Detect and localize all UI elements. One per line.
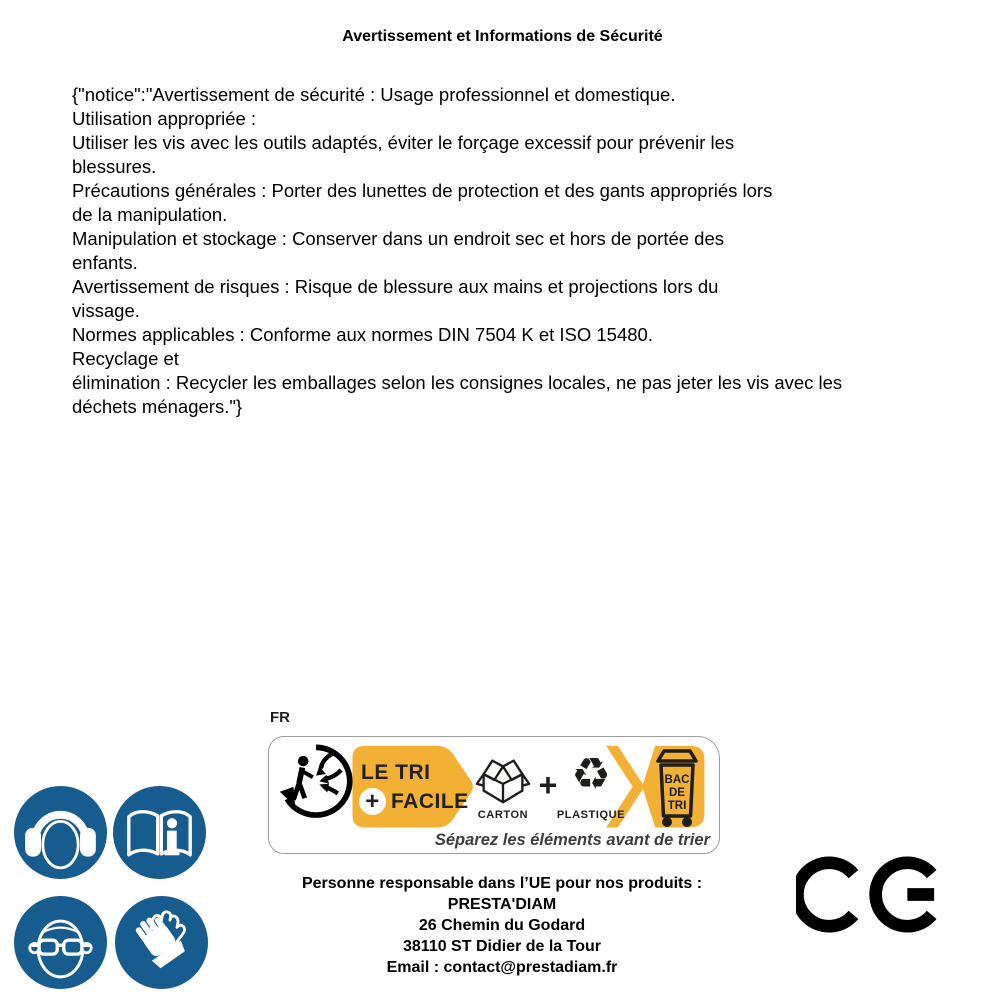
carton-box-icon (472, 753, 534, 807)
address-line: Personne responsable dans l’UE pour nos produits : (301, 875, 703, 892)
sorting-bin-icon (652, 746, 702, 830)
notice-line: Recyclage et (72, 348, 179, 369)
triman-icon (280, 747, 350, 815)
headline-line1: LE TRI (361, 761, 431, 784)
ce-mark-icon (796, 845, 944, 944)
notice-line: Utiliser les vis avec les outils adaptés, éviter le forçage excessif pour prévenir les (72, 132, 735, 153)
notice-line: élimination : Recycler les emballages selon les consignes locales, ne pas jeter les vis avec les (72, 372, 843, 393)
material-label-plastique: PLASTIQUE (556, 809, 626, 821)
address-line: Email : contact@prestadiam.fr (386, 959, 618, 976)
notice-line: vissage. (72, 300, 140, 321)
info-tri-recycling-label (268, 736, 720, 854)
bin-text-line: DE (669, 787, 685, 799)
notice-line: Précautions générales : Porter des lunettes de protection et des gants appropriés lors (72, 180, 773, 201)
notice-line: Avertissement de risques : Risque de blessure aux mains et projections lors du (72, 276, 719, 297)
page-title: Avertissement et Informations de Sécurité (342, 28, 663, 45)
plus-circle-icon: + (359, 788, 386, 815)
address-line: 26 Chemin du Godard (418, 917, 586, 934)
wear-eye-protection-icon (14, 896, 107, 989)
sorting-instruction-text: Séparez les éléments avant de trier (434, 831, 710, 849)
notice-line: blessures. (72, 156, 157, 177)
wear-ear-protection-icon (14, 786, 107, 879)
safety-notice-text (72, 83, 932, 419)
bin-text-line: TRI (667, 800, 687, 812)
notice-line: déchets ménagers."} (72, 396, 243, 417)
responsible-person-block (252, 873, 752, 978)
notice-line: Normes applicables : Conforme aux normes DIN 7504 K et ISO 15480. (72, 324, 653, 345)
notice-line: Utilisation appropriée : (72, 108, 257, 129)
address-line: PRESTA'DIAM (447, 896, 557, 913)
read-instruction-manual-icon (113, 786, 206, 879)
headline-line2: FACILE (391, 790, 469, 813)
notice-line: de la manipulation. (72, 204, 228, 225)
notice-line: Manipulation et stockage : Conserver dans un endroit sec et hors de portée des (72, 228, 724, 249)
country-code-label: FR (270, 709, 290, 726)
bin-text-line: BAC (664, 774, 690, 786)
material-label-carton: CARTON (477, 809, 529, 821)
materials-plus-sign: + (538, 767, 558, 803)
notice-line: {"notice":"Avertissement de sécurité : Usage professionnel et domestique. (72, 84, 676, 105)
address-line: 38110 ST Didier de la Tour (403, 938, 601, 955)
wear-protective-gloves-icon (115, 896, 208, 989)
tri-facile-headline (361, 760, 469, 815)
plastic-recycling-icon: ♻ (571, 749, 611, 800)
notice-line: enfants. (72, 252, 138, 273)
